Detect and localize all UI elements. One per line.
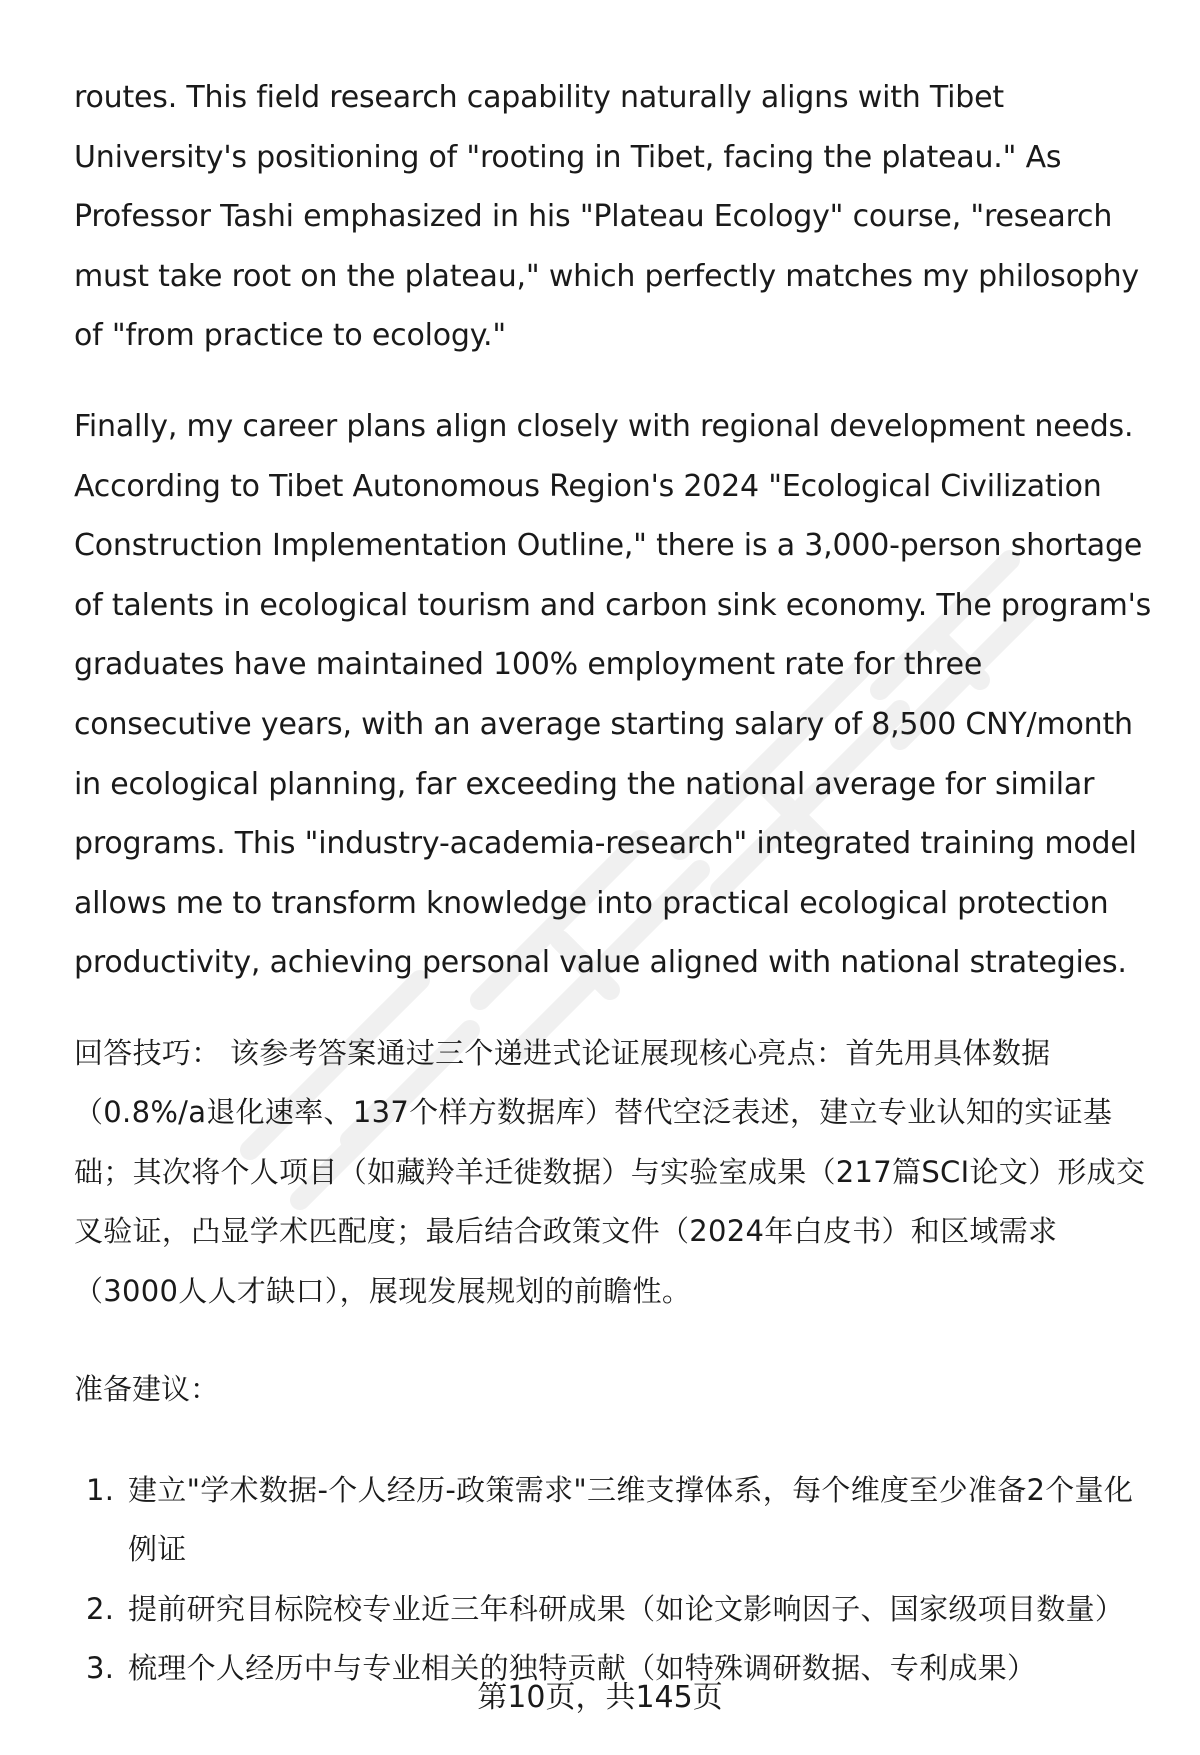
answer-tip-paragraph: 回答技巧： 该参考答案通过三个递进式论证展现核心亮点：首先用具体数据（0.8%/a退化速率、137个样方数据库）替代空泛表述，建立专业认知的实证基础；其次将个人项目（如藏羚羊迁徙数据）与实验室成果（217篇SCI论文）形成交叉验证，凸显学术匹配度；最后结合政策文件（2024年白皮书）和区域需求（3000人人才缺口），展现发展规划的前瞻性。: [74, 1035, 1146, 1308]
list-item: [74, 1461, 1154, 1580]
list-item-number: 1.: [86, 1472, 115, 1507]
paragraph-field-research: routes. This field research capability naturally aligns with Tibet University's positioning of "rooting in Tibet, facing the plateau." As Professor Tashi emphasized in his "Plateau Ecology" course, "research must take root on the plateau," which perfectly matches my philosophy of "from practice to ecology.": [74, 80, 1139, 354]
list-item-number: 2.: [86, 1591, 115, 1626]
prep-heading: 准备建议：: [74, 1372, 220, 1407]
list-item-text: 提前研究目标院校专业近三年科研成果（如论文影响因子、国家级项目数量）: [128, 1591, 1125, 1626]
list-item-number: 3.: [86, 1651, 115, 1686]
list-item: [74, 1580, 1154, 1640]
paragraph-career-plans: Finally, my career plans align closely with regional development needs. According to Tibet Autonomous Region's 2024 "Ecological Civilization Construction Implementation Outline," there is a 3,000-person shortage of talents in ecological tourism and carbon sink economy. The program's graduates have maintained 100% employment rate for three consecutive years, with an average starting salary of 8,500 CNY/month in ecological planning, far exceeding the national average for similar programs. This "industry-academia-research" integrated training model allows me to transform knowledge into practical ecological protection productivity, achieving personal value aligned with national strategies.: [74, 408, 1152, 981]
list-item-text: 建立"学术数据-个人经历-政策需求"三维支撑体系，每个维度至少准备2个量化例证: [128, 1472, 1134, 1567]
page-content: [74, 68, 1154, 1699]
page-number-footer: 第10页，共145页: [477, 1680, 723, 1715]
list-item-text: 梳理个人经历中与专业相关的独特贡献（如特殊调研数据、专利成果）: [128, 1651, 1037, 1686]
prep-list: [74, 1461, 1154, 1699]
